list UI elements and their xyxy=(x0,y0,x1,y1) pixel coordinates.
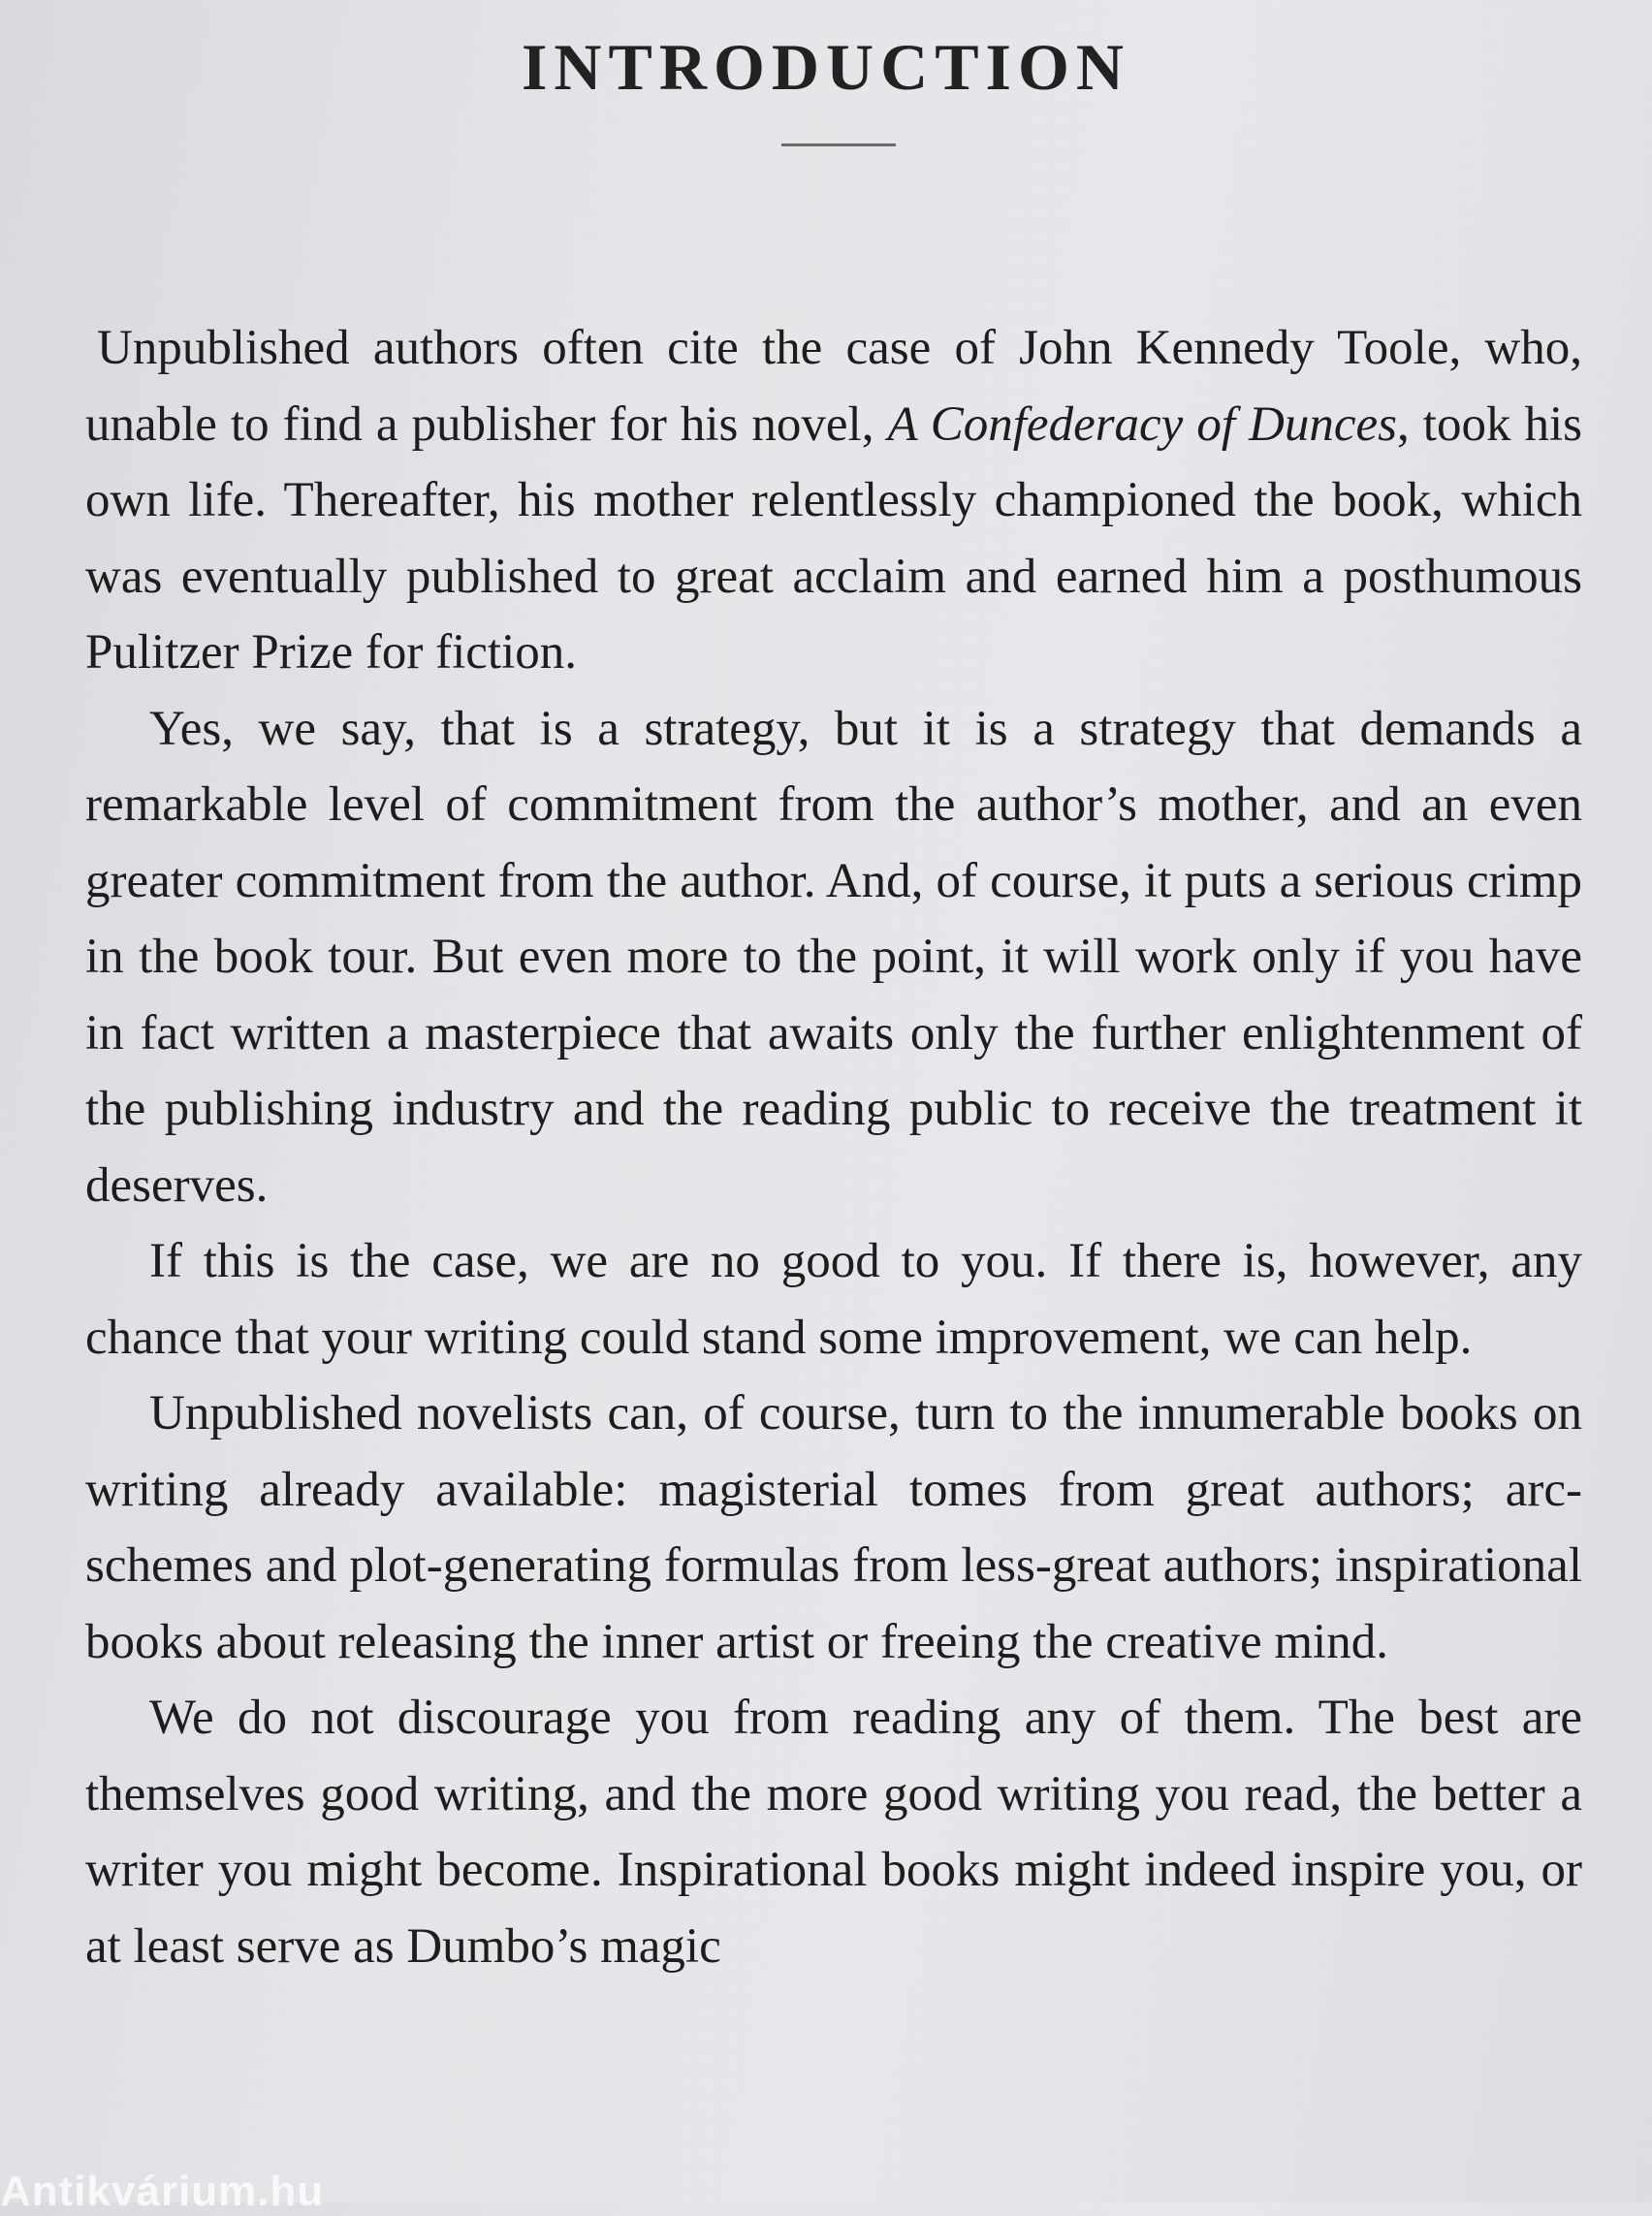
paragraph-1-text-b: , took his own life. Thereafter, his mother relentlessly championed the book, which was eventually published to great acclaim and earned him a posthumous Pulitzer Prize for fiction. xyxy=(85,396,1583,680)
book-title-italic: A Confederacy of Dunces xyxy=(887,396,1398,452)
paragraph-2: Yes, we say, that is a strategy, but it is a strategy that demands a remarkable level of commitment from the author’s mother, and an even greater commitment from the author. And, of course, it puts a serious crimp in the book tour. But even more to the point, it will work only if you have in fact written a masterpiece that awaits only the further enlightenment of the publishing industry and the reading public to receive the treatment it deserves. xyxy=(85,701,1582,1213)
paragraph-1-text-a: Unpublished authors often cite the case of John Kennedy Toole, who, unable to find a publisher for his novel, xyxy=(85,321,1582,452)
paragraph-3: If this is the case, we are no good to you. If there is, however, any chance that your writing could stand some improvement, we can help. xyxy=(85,1234,1582,1365)
paragraph-4: Unpublished novelists can, of course, turn to the innumerable books on writing already available: magisterial tomes from great authors; arc-schemes and plot-generating formulas from less-great authors; inspirational books about releasing the inner artist or freeing the creative mind. xyxy=(85,1386,1582,1669)
chapter-heading: INTRODUCTION xyxy=(521,30,1131,104)
heading-ornament-rule xyxy=(781,143,896,146)
chapter-body xyxy=(85,310,1582,1984)
watermark: Antikvárium.hu xyxy=(0,2168,325,2215)
paragraph-1 xyxy=(85,310,1582,691)
paragraph-5: We do not discourage you from reading any of them. The best are themselves good writing, and the more good writing you read, the better a writer you might become. Inspirational books might indeed inspire you, or at least serve as Dumbo’s magic xyxy=(85,1691,1582,1974)
